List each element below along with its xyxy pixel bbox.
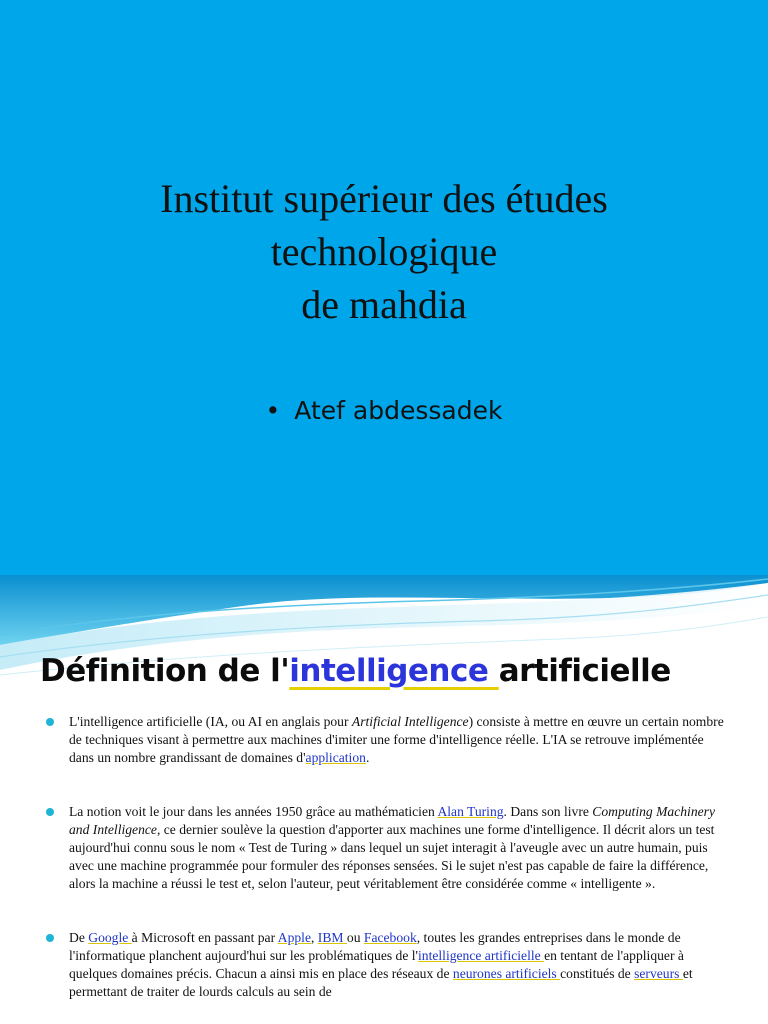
title-line-1: Institut supérieur des études — [160, 176, 608, 221]
facebook-link[interactable]: Facebook — [363, 930, 417, 945]
heading-suffix: artificielle — [498, 653, 671, 689]
title-line-3: de mahdia — [301, 282, 467, 327]
p2-text-1: La notion voit le jour dans les années 1950 grâce au mathématicien — [69, 804, 438, 819]
slide-heading — [40, 653, 671, 689]
p3-text-8: et permettant de traiter de lourds calculs au sein de — [69, 966, 693, 999]
alan-turing-link[interactable]: Alan Turing — [437, 804, 504, 819]
p2-em: Computing Machinery and Intelligence — [69, 804, 715, 837]
p2-text-2: . Dans son livre — [503, 804, 593, 819]
bullet-icon: • — [265, 396, 281, 425]
p1-em: Artificial Intelligence — [351, 714, 469, 729]
ibm-link[interactable]: IBM — [317, 930, 347, 945]
p3-text-4: ou — [346, 930, 364, 945]
ai-link[interactable]: intelligence artificielle — [418, 948, 545, 963]
p1-text-1: L'intelligence artificielle (IA, ou AI en anglais pour — [69, 714, 352, 729]
p3-text-7: constitués de — [560, 966, 635, 981]
paragraph-1 — [46, 713, 726, 767]
p3-text-2: à Microsoft en passant par — [131, 930, 278, 945]
p3-text-1: De — [69, 930, 89, 945]
p2-text-3: , ce dernier soulève la question d'apporter aux machines une forme d'intelligence. Il décrit alors un test aujourd'hui connu sous le nom « Test de Turing » dans lequel un sujet interagit à l'aveugle avec un autre humain, puis avec une machine programmée pour formuler des réponses sensées. Si le sujet n'est pas capable de faire la différence, alors la machine a réussi le test et, selon l'auteur, peut véritablement être considérée comme « intelligente ». — [69, 822, 715, 891]
bullet-icon — [46, 808, 54, 816]
heading-prefix: Définition de l' — [40, 653, 290, 689]
definition-slide — [0, 575, 768, 1024]
slide-title — [0, 172, 768, 331]
intelligence-link[interactable]: intelligence — [289, 653, 499, 689]
author-bullet — [0, 396, 768, 425]
author-name: Atef abdessadek — [294, 396, 503, 425]
title-line-2: technologique — [270, 229, 498, 274]
neural-networks-link[interactable]: neurones artificiels — [452, 966, 561, 981]
p1-text-3: . — [365, 750, 370, 765]
p3-text-3: , — [311, 930, 318, 945]
bullet-icon — [46, 718, 54, 726]
p1-text-2: ) consiste à mettre en œuvre un certain nombre de techniques visant à permettre aux machines d'imiter une forme d'intelligence réelle. L'IA se retrouve implémentée dans un nombre grandissant de domaines d' — [69, 714, 724, 765]
bullet-icon — [46, 934, 54, 942]
google-link[interactable]: Google — [88, 930, 132, 945]
paragraph-2 — [46, 803, 726, 893]
definition-paragraphs — [46, 713, 726, 1001]
p3-text-5: , toutes les grandes entreprises dans le monde de l'informatique planchent aujourd'hui sur les problématiques de l' — [69, 930, 681, 963]
apple-link[interactable]: Apple — [277, 930, 311, 945]
application-link[interactable]: application — [305, 750, 366, 765]
p3-text-6: en tentant de l'appliquer à quelques domaines précis. Chacun a ainsi mis en place des réseaux de — [69, 948, 684, 981]
paragraph-3 — [46, 929, 726, 1001]
servers-link[interactable]: serveurs — [634, 966, 683, 981]
